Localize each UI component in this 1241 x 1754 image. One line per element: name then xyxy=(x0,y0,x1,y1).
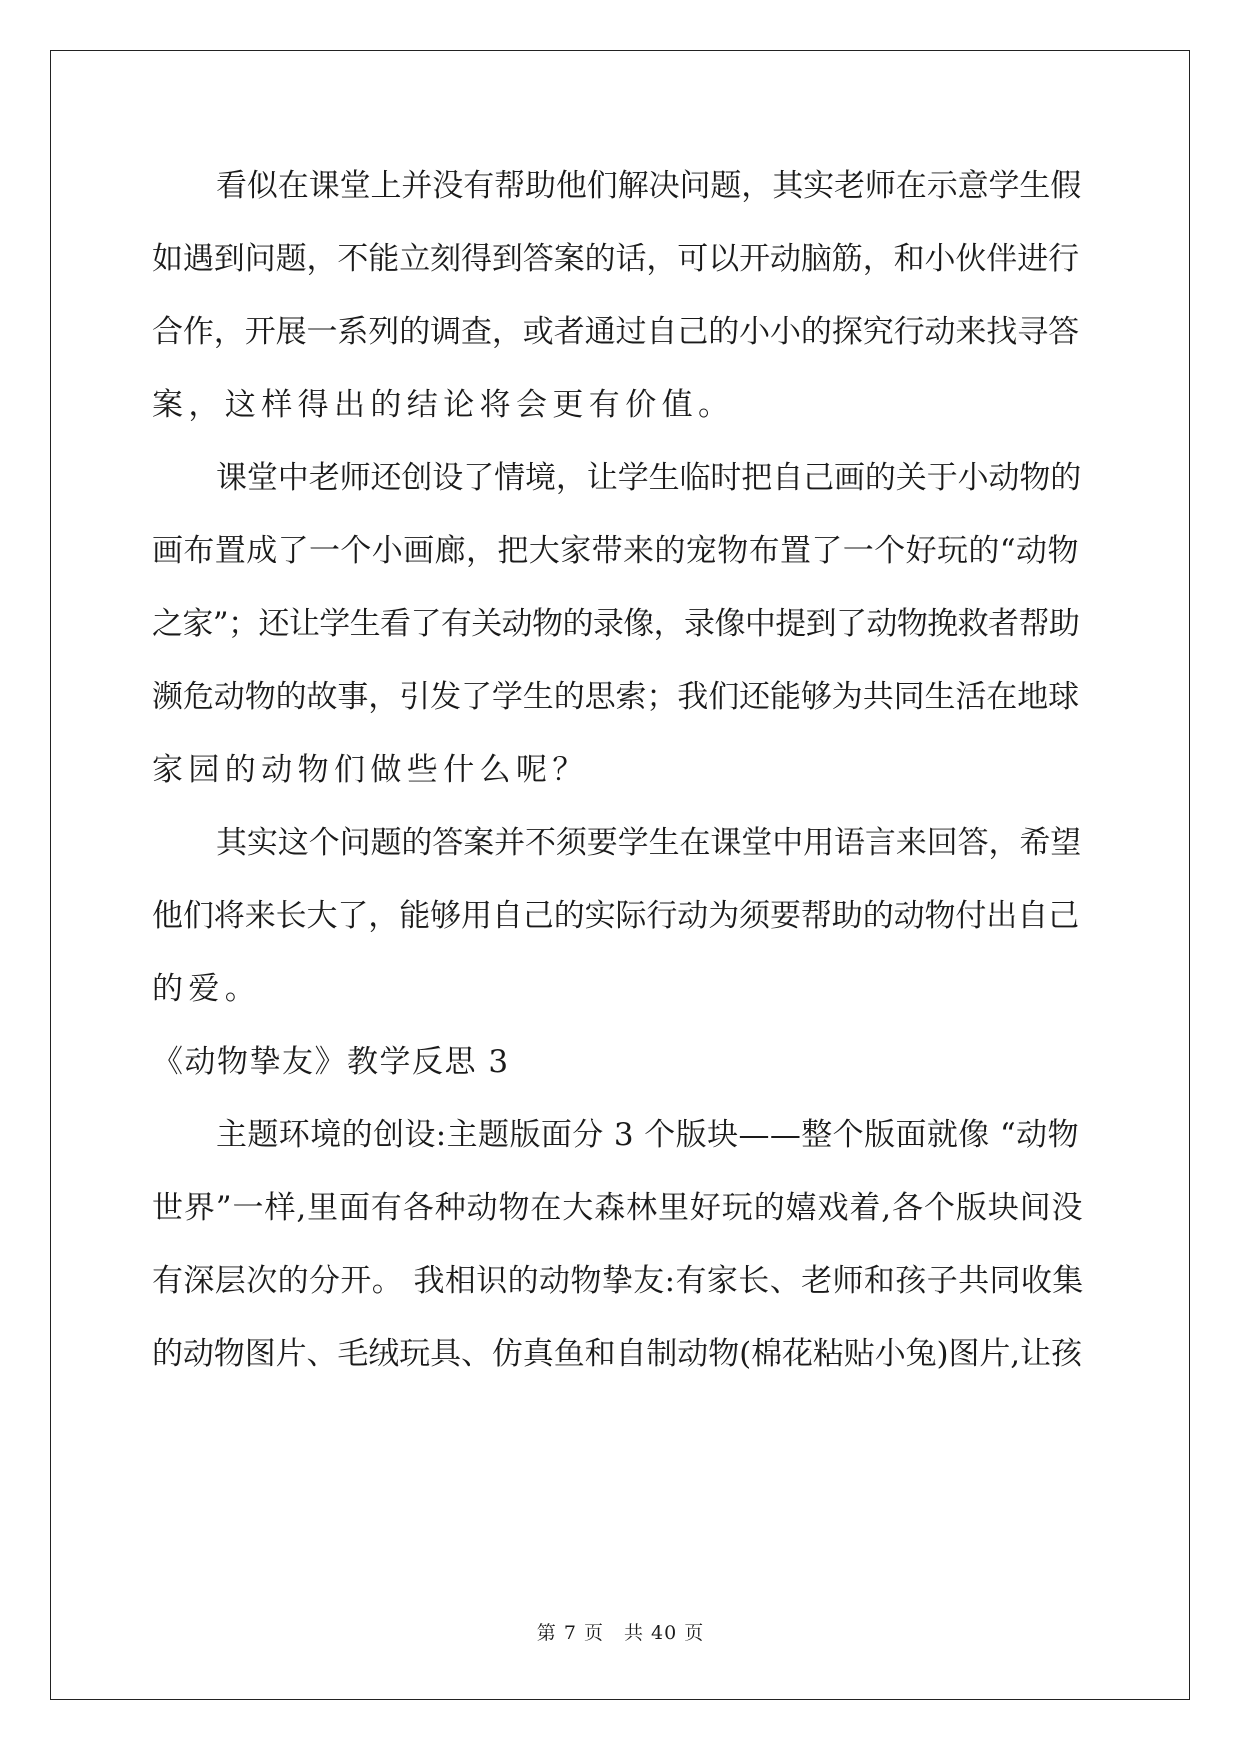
paragraph-line: 世界”一样,里面有各种动物在大森林里好玩的嬉戏着,各个版块间没 xyxy=(152,1190,1084,1226)
paragraph-line: 家园的动物们做些什么呢？ xyxy=(152,752,589,788)
paragraph-line: 看似在课堂上并没有帮助他们解决问题，其实老师在示意学生假 xyxy=(216,168,1082,204)
paragraph-line: 课堂中老师还创设了情境，让学生临时把自己画的关于小动物的 xyxy=(216,460,1082,496)
section-heading: 《动物挚友》教学反思 3 xyxy=(152,1044,510,1080)
paragraph-line: 的动物图片、毛绒玩具、仿真鱼和自制动物(棉花粘贴小兔)图片,让孩 xyxy=(152,1336,1082,1372)
paragraph-line: 其实这个问题的答案并不须要学生在课堂中用语言来回答，希望 xyxy=(216,825,1082,861)
paragraph-line: 的爱。 xyxy=(152,971,262,1007)
page-number-footer: 第 7 页 共 40 页 xyxy=(536,1622,705,1644)
paragraph-line: 主题环境的创设:主题版面分 3 个版块——整个版面就像 “动物 xyxy=(216,1117,1079,1153)
paragraph-line: 濒危动物的故事，引发了学生的思索；我们还能够为共同生活在地球 xyxy=(152,679,1079,715)
document-body xyxy=(152,150,1092,1391)
paragraph-line: 如遇到问题，不能立刻得到答案的话，可以开动脑筋，和小伙伴进行 xyxy=(152,241,1079,277)
paragraph-line: 有深层次的分开。 我相识的动物挚友:有家长、老师和孩子共同收集 xyxy=(152,1263,1084,1299)
paragraph-line: 他们将来长大了，能够用自己的实际行动为须要帮助的动物付出自己 xyxy=(152,898,1079,934)
paragraph-line: 画布置成了一个小画廊，把大家带来的宠物布置了一个好玩的“动物 xyxy=(152,533,1079,569)
paragraph-line: 合作，开展一系列的调查，或者通过自己的小小的探究行动来找寻答 xyxy=(152,314,1079,350)
paragraph-line: 之家”；还让学生看了有关动物的录像，录像中提到了动物挽救者帮助 xyxy=(152,606,1080,642)
paragraph-line: 案，这样得出的结论将会更有价值。 xyxy=(152,387,735,423)
